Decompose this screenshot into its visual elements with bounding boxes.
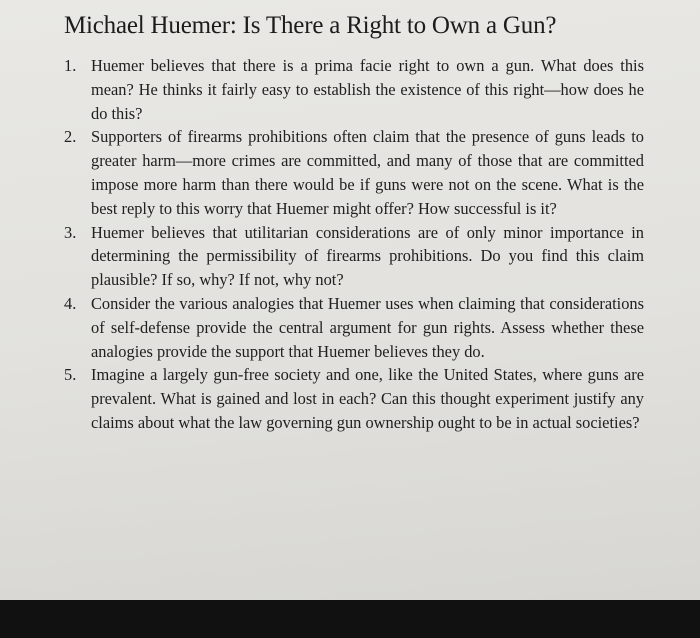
bottom-black-band — [0, 600, 700, 638]
question-number: 5. — [64, 365, 77, 385]
question-text: Consider the various analogies that Huemer uses when claiming that considerations of self-defense provide the central argument for gun rights. Assess whether these analogies provide the support that Huemer believes they do. — [91, 293, 644, 361]
question-number: 4. — [64, 293, 77, 313]
question-item — [64, 54, 644, 125]
question-number: 2. — [64, 127, 77, 147]
question-number: 1. — [64, 56, 77, 75]
question-number: 3. — [64, 222, 77, 242]
question-text: Huemer believes that there is a prima facie right to own a gun. What does this mean? He thinks it fairly easy to establish the existence of this right—how does he do this? — [91, 56, 644, 123]
question-item — [64, 363, 644, 434]
question-text: Supporters of firearms prohibitions often claim that the presence of guns leads to greater harm—more crimes are committed, and many of those that are committed impose more harm than there would be if guns were not on the scene. What is the best reply to this worry that Huemer might offer? How successful is it? — [91, 127, 644, 218]
question-list — [64, 54, 644, 435]
page-title: Michael Huemer: Is There a Right to Own a Gun? — [64, 12, 557, 39]
question-item — [64, 221, 644, 292]
question-text: Imagine a largely gun-free society and one, like the United States, where guns are prevalent. What is gained and lost in each? Can this thought experiment justify any claims about what the law governing gun ownership ought to be in actual societies? — [91, 365, 644, 432]
question-text: Huemer believes that utilitarian considerations are of only minor importance in determining the permissibility of firearms prohibitions. Do you find this claim plausible? If so, why? If not, why not? — [91, 222, 644, 290]
question-item — [64, 292, 644, 363]
question-item — [64, 125, 644, 220]
